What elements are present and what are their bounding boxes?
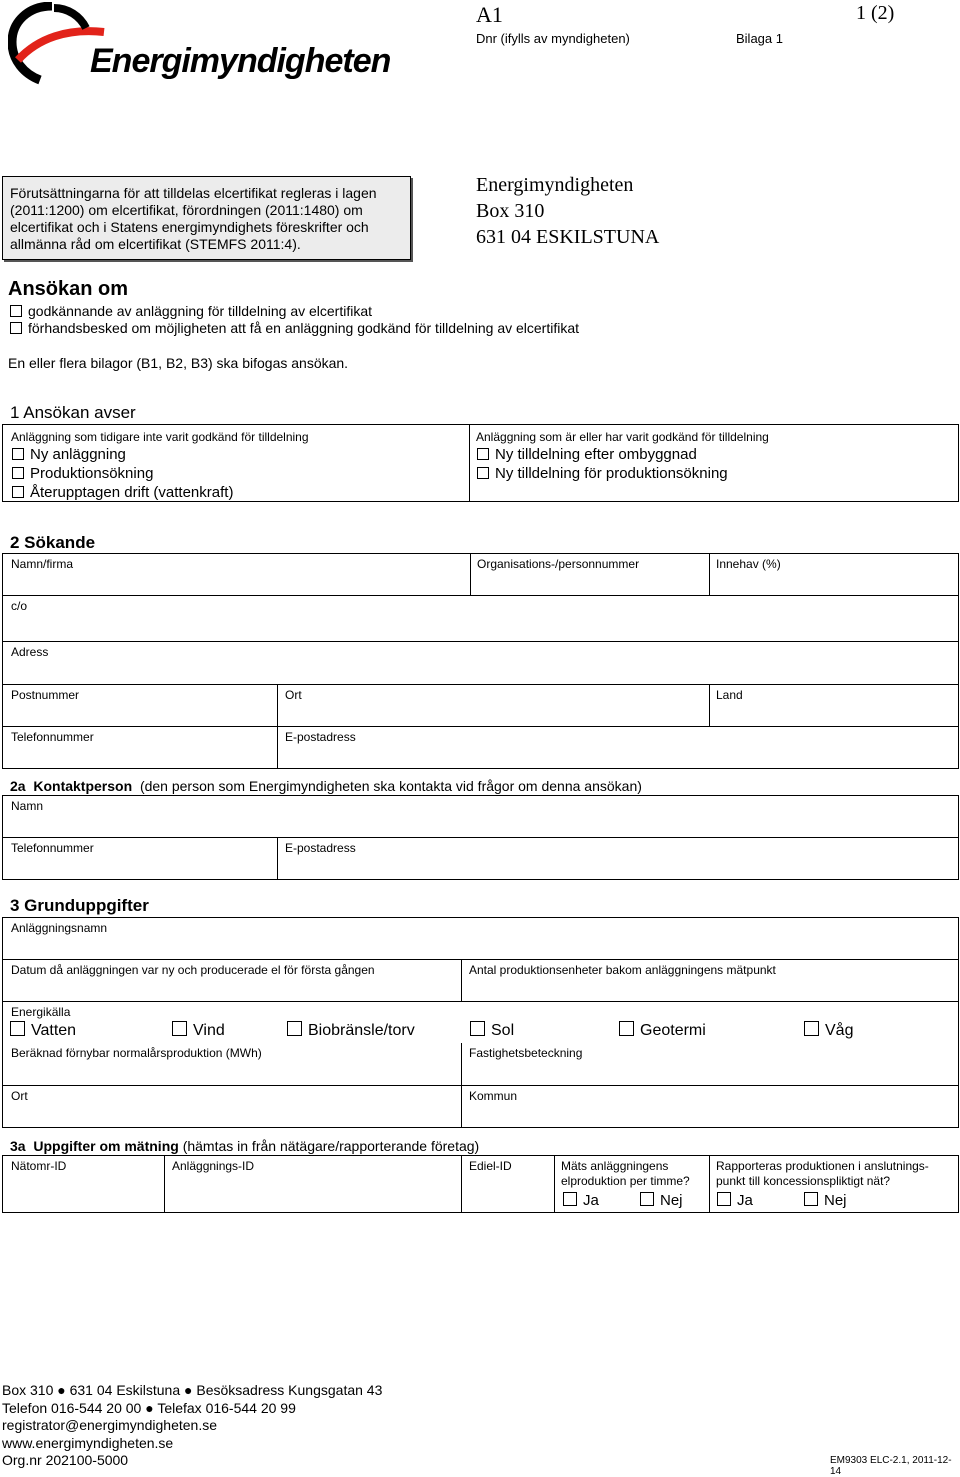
field-antal-enheter[interactable]: Antal produktionsenheter bakom anläggningens mätpunkt — [461, 959, 959, 1002]
field-epost[interactable]: E-postadress — [277, 726, 959, 769]
section-1-right-cell — [469, 424, 959, 502]
application-option-2[interactable]: förhandsbesked om möjligheten att få en anläggning godkänd för tilldelning av elcertifikat — [10, 320, 579, 336]
address-line-2: Box 310 — [476, 200, 545, 222]
field-ort-anlaggning[interactable]: Ort — [2, 1085, 462, 1128]
form-version-code: EM9303 ELC-2.1, 2011-12-14 — [830, 1455, 952, 1477]
field-kommun[interactable]: Kommun — [461, 1085, 959, 1128]
attachments-note: En eller flera bilagor (B1, B2, B3) ska bifogas ansökan. — [8, 355, 349, 371]
checkbox[interactable] — [477, 448, 489, 460]
section-1-left-label: Anläggning som tidigare inte varit godkänd för tilldelning — [11, 430, 309, 444]
section-1-right-label: Anläggning som är eller har varit godkänd för tilldelning — [476, 430, 769, 444]
option-produktionsokning[interactable]: Produktionsökning — [12, 465, 153, 482]
rapporteras-ja[interactable]: Ja — [717, 1192, 753, 1209]
source-biobransle[interactable]: Biobränsle/torv — [287, 1021, 415, 1040]
checkbox[interactable] — [10, 322, 22, 334]
field-adress[interactable]: Adress — [2, 641, 959, 685]
intro-box — [2, 176, 411, 260]
field-natomr-id[interactable]: Nätomr-ID — [2, 1155, 165, 1213]
field-innehav[interactable]: Innehav (%) — [709, 553, 959, 596]
field-anlaggnings-id[interactable]: Anläggnings-ID — [164, 1155, 462, 1213]
footer-line-3[interactable]: registrator@energimyndigheten.se — [2, 1417, 217, 1434]
dnr-label: Dnr (ifylls av myndigheten) — [476, 31, 630, 46]
field-namn-firma[interactable]: Namn/firma — [2, 553, 471, 596]
source-sol[interactable]: Sol — [470, 1021, 514, 1040]
section-2-title: 2 Sökande — [10, 533, 96, 552]
checkbox[interactable] — [287, 1021, 302, 1036]
checkbox[interactable] — [717, 1192, 731, 1206]
application-option-1[interactable]: godkännande av anläggning för tilldelning av elcertifikat — [10, 303, 372, 319]
mats-label: Mäts anläggningens elproduktion per timme? — [561, 1159, 690, 1188]
checkbox[interactable] — [12, 467, 24, 479]
bilaga-label: Bilaga 1 — [736, 31, 783, 46]
checkbox[interactable] — [804, 1021, 819, 1036]
field-ort[interactable]: Ort — [277, 684, 710, 727]
form-code: A1 — [476, 2, 503, 27]
checkbox[interactable] — [172, 1021, 187, 1036]
field-telefon[interactable]: Telefonnummer — [2, 726, 278, 769]
source-vag[interactable]: Våg — [804, 1021, 853, 1040]
address-line-3: 631 04 ESKILSTUNA — [476, 226, 660, 248]
footer-line-2: Telefon 016-544 20 00 ● Telefax 016-544 20 99 — [2, 1399, 296, 1416]
option-ny-anlaggning[interactable]: Ny anläggning — [12, 446, 126, 463]
mats-nej[interactable]: Nej — [640, 1192, 683, 1209]
energikalla-label: Energikälla — [11, 1005, 71, 1019]
source-geotermi[interactable]: Geotermi — [619, 1021, 706, 1040]
footer-line-5: Org.nr 202100-5000 — [2, 1452, 129, 1469]
intro-text: Förutsättningarna för att tilldelas elcertifikat regleras i lagen (2011:1200) om elcertifikat, förordningen (2011:1480) om elcertifikat och i Statens energimyndighets föreskrifter och allmänna råd om elcertifikat (STEMFS 2011:4). — [10, 185, 377, 252]
option-aterupptagen-drift[interactable]: Återupptagen drift (vattenkraft) — [12, 484, 233, 501]
field-ediel-id[interactable]: Ediel-ID — [461, 1155, 555, 1213]
mats-cell — [554, 1155, 710, 1213]
page-number: 1 (2) — [856, 2, 895, 24]
footer-line-1: Box 310 ● 631 04 Eskilstuna ● Besöksadress Kungsgatan 43 — [2, 1382, 383, 1398]
field-fastighet[interactable]: Fastighetsbeteckning — [461, 1043, 959, 1086]
checkbox[interactable] — [619, 1021, 634, 1036]
recipient-address — [476, 172, 659, 250]
checkbox[interactable] — [12, 486, 24, 498]
field-kontakt-telefon[interactable]: Telefonnummer — [2, 837, 278, 880]
rapporteras-label: Rapporteras produktionen i anslutnings-punkt till koncessionspliktigt nät? — [716, 1159, 929, 1188]
rapporteras-cell — [709, 1155, 959, 1213]
address-line-1: Energimyndigheten — [476, 174, 634, 196]
field-postnummer[interactable]: Postnummer — [2, 684, 278, 727]
option-ny-tilldelning-produktionsokning[interactable]: Ny tilldelning för produktionsökning — [477, 465, 728, 482]
source-vind[interactable]: Vind — [172, 1021, 225, 1040]
logo — [8, 2, 391, 86]
field-orgnr[interactable]: Organisations-/personnummer — [470, 553, 710, 596]
section-2a-title: 2a Kontaktperson (den person som Energimyndigheten ska kontakta vid frågor om denna ansökan) — [10, 778, 642, 794]
checkbox[interactable] — [12, 448, 24, 460]
field-kontakt-namn[interactable]: Namn — [2, 795, 959, 838]
checkbox[interactable] — [563, 1192, 577, 1206]
checkbox[interactable] — [477, 467, 489, 479]
field-datum[interactable]: Datum då anläggningen var ny och producerade el för första gången — [2, 959, 462, 1002]
field-anlaggningsnamn[interactable]: Anläggningsnamn — [2, 917, 959, 960]
field-land[interactable]: Land — [709, 684, 959, 727]
field-co[interactable]: c/o — [2, 595, 959, 642]
logo-text: Energimyndigheten — [90, 42, 391, 80]
application-heading: Ansökan om — [8, 278, 129, 300]
mats-ja[interactable]: Ja — [563, 1192, 599, 1209]
section-3a-title: 3a Uppgifter om mätning (hämtas in från nätägare/rapporterande företag) — [10, 1138, 480, 1154]
checkbox[interactable] — [10, 305, 22, 317]
footer-line-4[interactable]: www.energimyndigheten.se — [2, 1434, 174, 1451]
checkbox[interactable] — [804, 1192, 818, 1206]
footer-contact — [2, 1382, 382, 1470]
checkbox[interactable] — [470, 1021, 485, 1036]
checkbox[interactable] — [10, 1021, 25, 1036]
section-1-left-cell — [2, 424, 470, 502]
section-1-title: 1 Ansökan avser — [10, 403, 136, 422]
section-3-title: 3 Grunduppgifter — [10, 896, 149, 915]
checkbox[interactable] — [640, 1192, 654, 1206]
rapporteras-nej[interactable]: Nej — [804, 1192, 847, 1209]
source-vatten[interactable]: Vatten — [10, 1021, 76, 1040]
field-produktion[interactable]: Beräknad förnybar normalårsproduktion (MWh) — [2, 1043, 462, 1086]
field-kontakt-epost[interactable]: E-postadress — [277, 837, 959, 880]
option-ny-tilldelning-ombyggnad[interactable]: Ny tilldelning efter ombyggnad — [477, 446, 697, 463]
